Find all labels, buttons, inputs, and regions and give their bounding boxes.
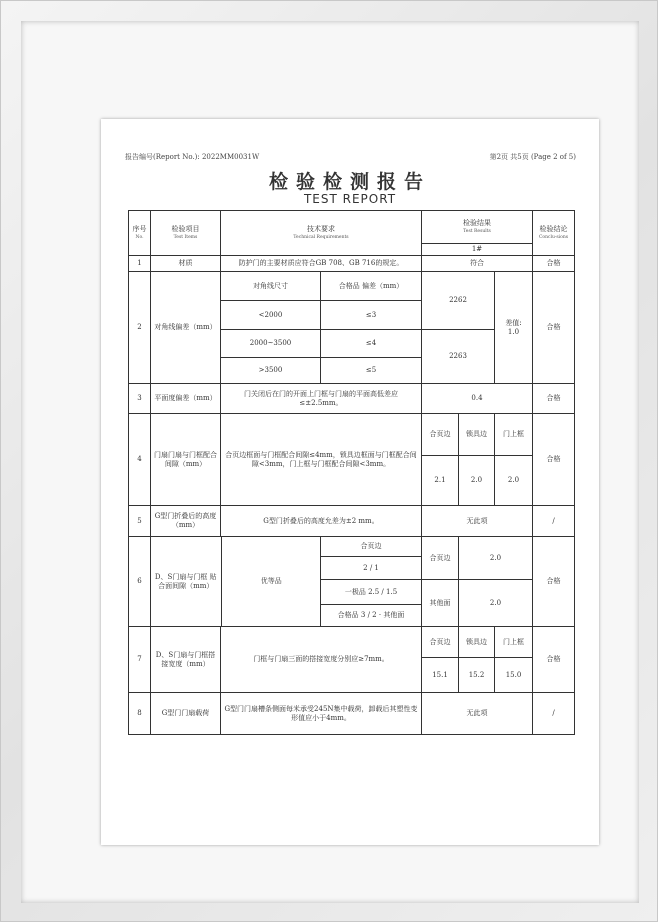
diag-deviation: ≤4 — [321, 330, 422, 358]
report-number: 报告编号(Report No.): 2022MM0031W — [125, 153, 260, 161]
row-result: 0.4 — [422, 384, 533, 414]
fit-result-value-2: 2.0 — [459, 580, 533, 627]
table-header-row — [129, 211, 575, 244]
overlap-top-value: 15.0 — [495, 658, 533, 693]
row-item: 门扇门扇与门框配合间隙（mm） — [151, 414, 221, 506]
row-requirement: 防护门的主要材质应符合GB 708、GB 716的规定。 — [221, 256, 422, 272]
gap-lock-label: 锁具边 — [459, 414, 495, 456]
test-results-table — [128, 210, 575, 735]
row-no: 3 — [129, 384, 151, 414]
diag-size: 2000~3500 — [221, 330, 321, 358]
row-no: 2 — [129, 272, 151, 384]
page-number: 第2页 共5页 (Page 2 of 5) — [489, 153, 576, 161]
fit-result-label-2: 其他面 — [422, 580, 459, 627]
row-result: 无此项 — [422, 506, 533, 537]
table-row — [129, 272, 575, 301]
row-item: D、S门扇与门框 贴合面间隙（mm） — [151, 537, 221, 626]
frame-mat — [21, 21, 639, 903]
fit-result-value-1: 2.0 — [459, 537, 533, 580]
diag-size-header: 对角线尺寸 — [221, 272, 321, 301]
table-row — [129, 256, 575, 272]
gap-top-value: 2.0 — [495, 456, 533, 506]
diag-deviation: ≤3 — [321, 301, 422, 330]
row-item: 材质 — [151, 256, 221, 272]
sample-id: 1# — [422, 244, 533, 256]
row-requirement: G型门折叠后的高度允差为±2 mm。 — [221, 506, 422, 537]
report-page — [101, 119, 599, 845]
row-item: G型门折叠后的高度（mm） — [151, 506, 221, 537]
row-conclusion: 合格 — [533, 256, 575, 272]
row-conclusion: 合格 — [533, 384, 575, 414]
row-requirement: 合页边框面与门框配合间隙≤4mm，锁具边框面与门框配合间隙<3mm，门上框与门框配合间隙<3mm。 — [221, 414, 422, 506]
report-title: 检验检测报告 — [268, 171, 431, 193]
diag-size: >3500 — [221, 358, 321, 384]
row6-item-and-grade — [151, 537, 321, 627]
row-conclusion: / — [533, 693, 575, 735]
diag-measure-2: 2263 — [422, 330, 495, 384]
gap-hinge-value: 2.1 — [422, 456, 459, 506]
overlap-lock-value: 15.2 — [459, 658, 495, 693]
row-conclusion: 合格 — [533, 414, 575, 506]
overlap-hinge-label: 合页边 — [422, 627, 459, 658]
row-no: 5 — [129, 506, 151, 537]
gap-hinge-label: 合页边 — [422, 414, 459, 456]
fit-grade2-values: 一极品 2.5 / 1.5 — [321, 580, 422, 605]
overlap-lock-label: 锁具边 — [459, 627, 495, 658]
row-requirement: 门框与门扇三面的搭接宽度分别应≥7mm。 — [221, 627, 422, 693]
table-row — [129, 414, 575, 456]
row-item: G型门门扇载荷 — [151, 693, 221, 735]
overlap-hinge-value: 15.1 — [422, 658, 459, 693]
fit-hinge-header: 合页边 — [321, 537, 422, 557]
overlap-top-label: 门上框 — [495, 627, 533, 658]
row-no: 4 — [129, 414, 151, 506]
row-conclusion: 合格 — [533, 272, 575, 384]
diag-measure-1: 2262 — [422, 272, 495, 330]
report-subtitle: TEST REPORT — [303, 192, 397, 206]
diag-deviation-header: 合格品 偏差（mm） — [321, 272, 422, 301]
row-no: 1 — [129, 256, 151, 272]
header-item: 检验项目 Test Items — [151, 211, 221, 256]
row-result: 无此项 — [422, 693, 533, 735]
diag-size: <2000 — [221, 301, 321, 330]
row-item: 对角线偏差（mm） — [151, 272, 221, 384]
diag-diff: 差值: 1.0 — [495, 272, 533, 384]
gap-top-label: 门上框 — [495, 414, 533, 456]
header-requirements: 技术要求 Technical Requirements — [221, 211, 422, 256]
row-conclusion: / — [533, 506, 575, 537]
header-no: 序号 No. — [129, 211, 151, 256]
gap-lock-value: 2.0 — [459, 456, 495, 506]
table-row — [129, 693, 575, 735]
row-result: 符合 — [422, 256, 533, 272]
table-row — [129, 627, 575, 658]
grade-label: 优等品 — [260, 577, 282, 586]
row-no: 8 — [129, 693, 151, 735]
header-conclusion: 检验结论 Conclu-sions — [533, 211, 575, 256]
row-item: D、S门扇与门框搭接宽度（mm） — [151, 627, 221, 693]
fit-grade3-values: 合格品 3 / 2 · 其他面 — [321, 605, 422, 627]
table-row — [129, 384, 575, 414]
row6-inner — [151, 537, 321, 626]
fit-result-label-1: 合页边 — [422, 537, 459, 580]
table-row — [129, 537, 575, 557]
row-no: 6 — [129, 537, 151, 627]
table-row — [129, 506, 575, 537]
row-item: 平面度偏差（mm） — [151, 384, 221, 414]
row-conclusion: 合格 — [533, 537, 575, 627]
row-requirement: G型门门扇槽条侧面每米承受245N集中载荷，卸载后其塑性变形值应小于4mm。 — [221, 693, 422, 735]
fit-grade1-values: 2 / 1 — [321, 557, 422, 580]
row-conclusion: 合格 — [533, 627, 575, 693]
row-no: 7 — [129, 627, 151, 693]
diag-deviation: ≤5 — [321, 358, 422, 384]
row-requirement: 门关闭后在门的开面上门框与门扇的平面高低差应≤±2.5mm。 — [221, 384, 422, 414]
header-results: 检验结果 Test Results — [422, 211, 533, 244]
